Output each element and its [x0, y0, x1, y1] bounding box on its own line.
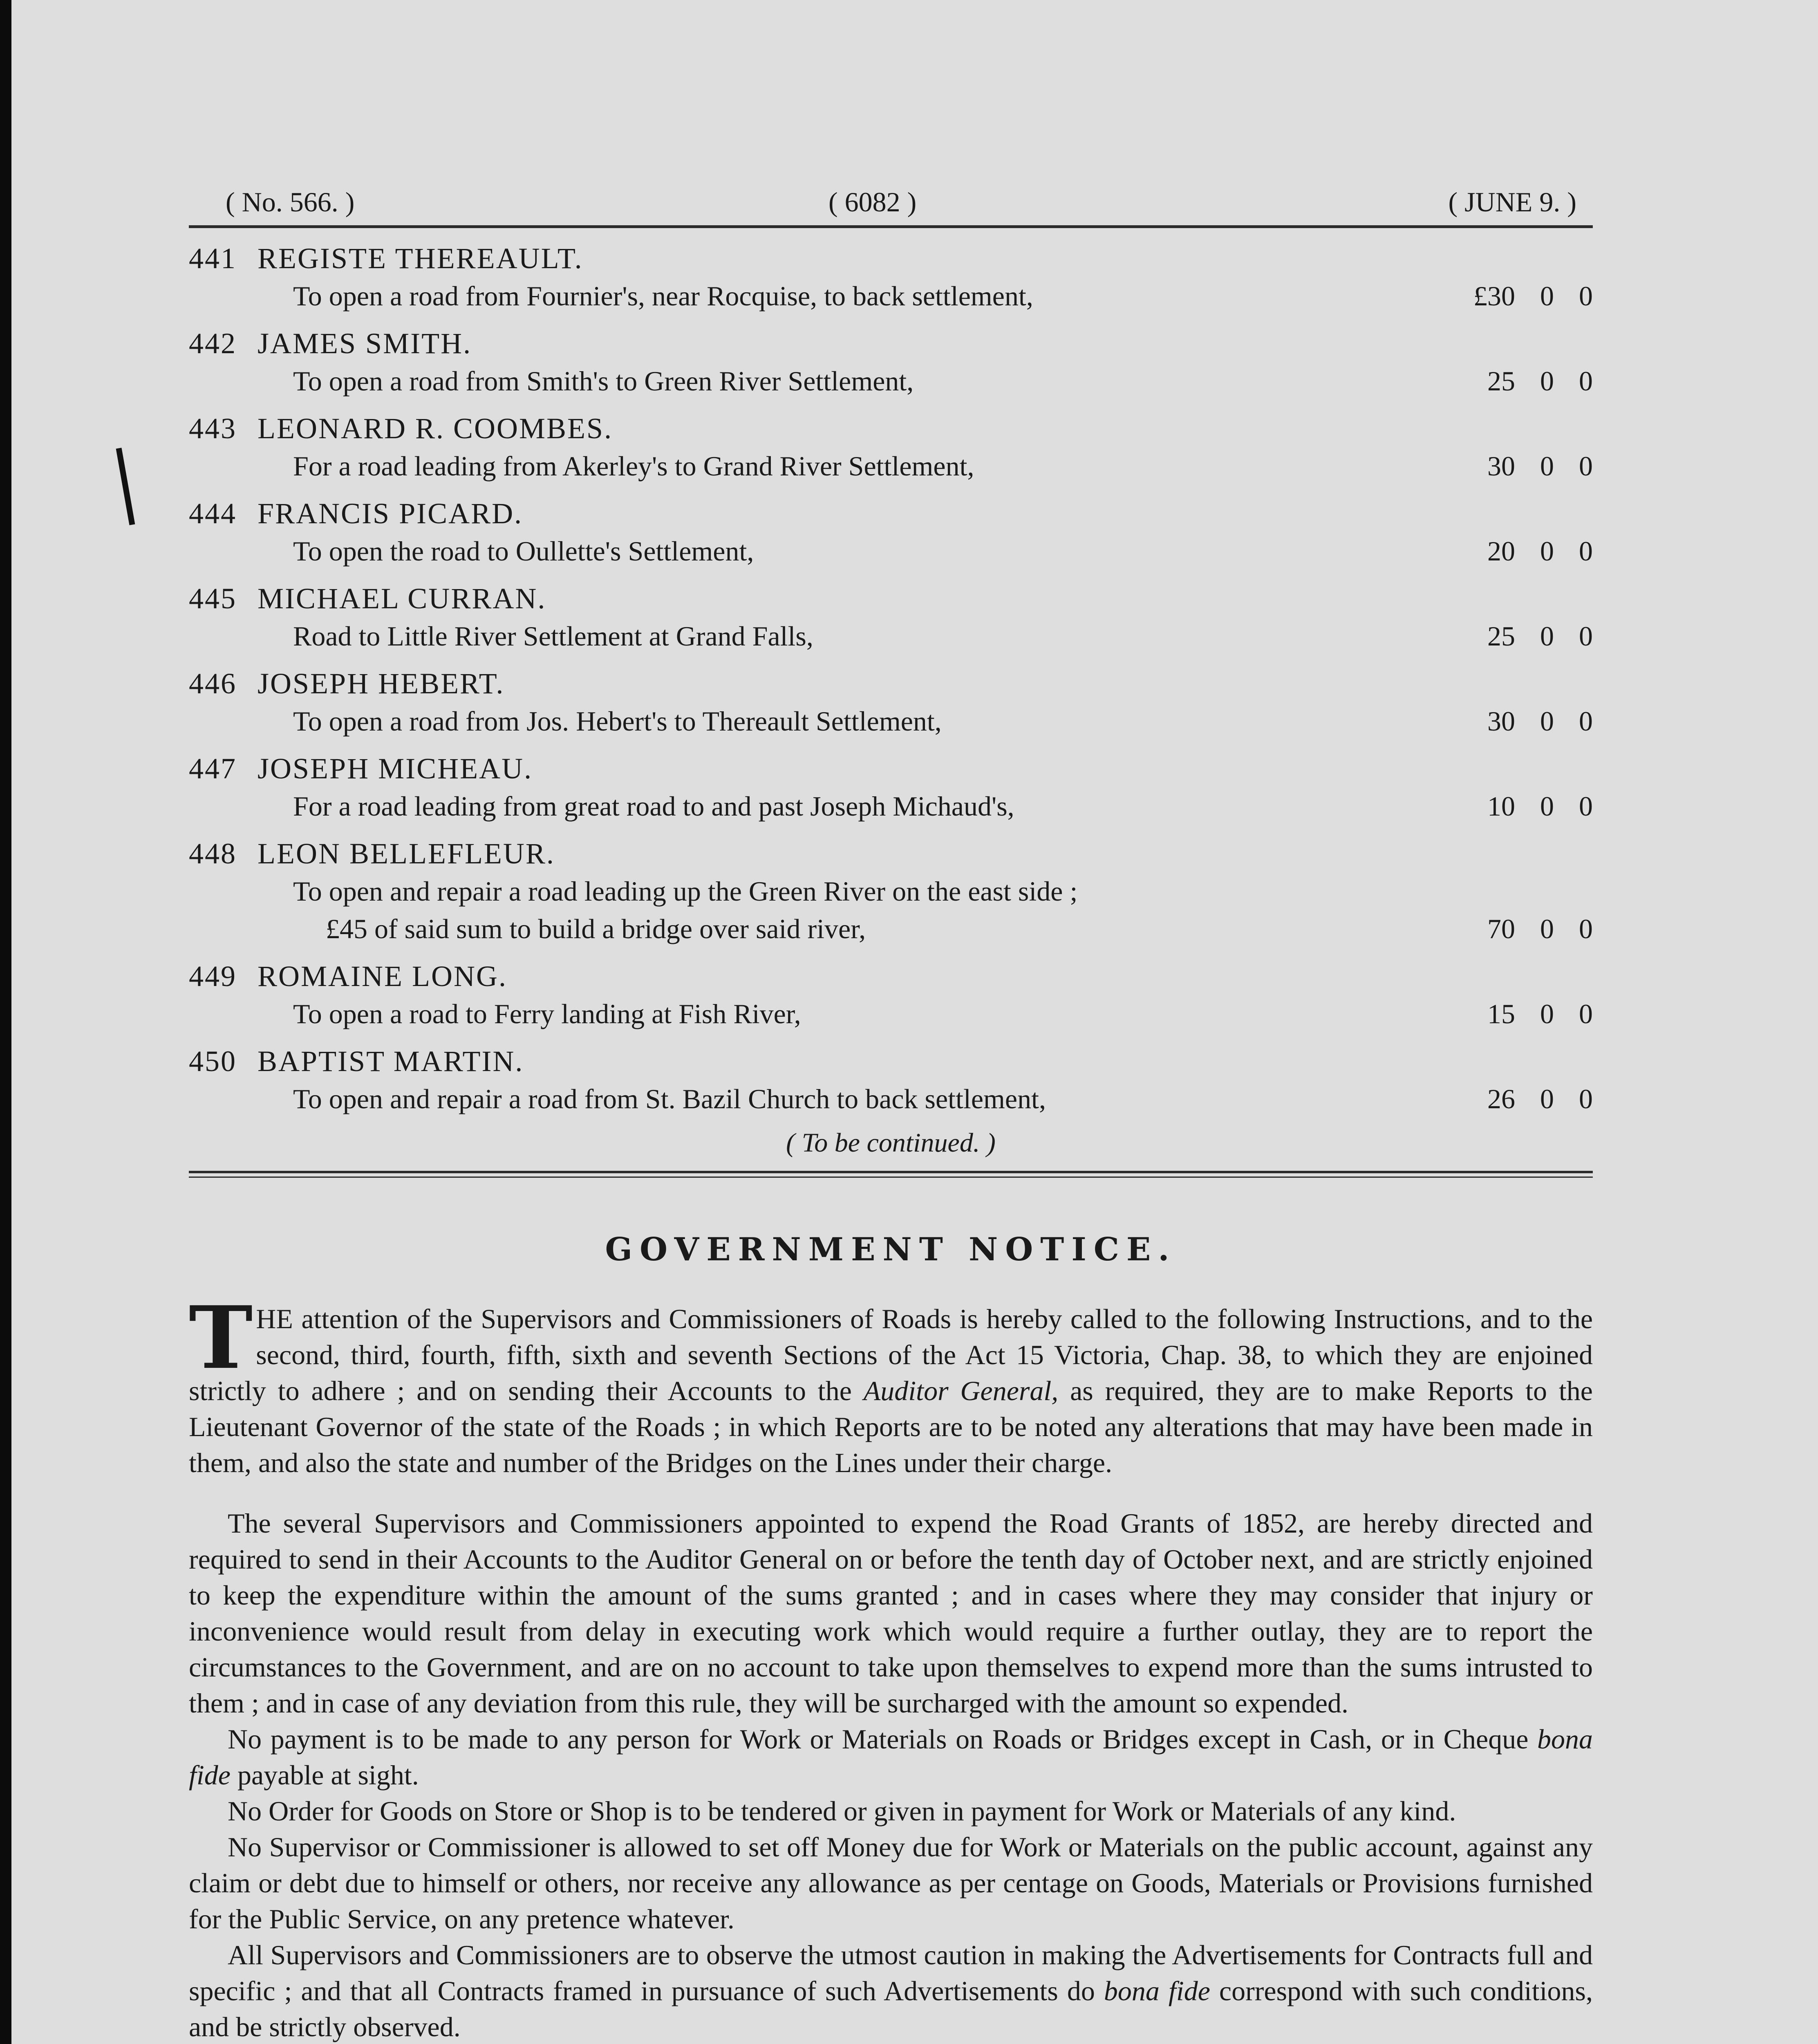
supervisor-name: 442 JAMES SMITH.	[189, 327, 472, 360]
grant-amount: 20 0 0	[1487, 536, 1593, 567]
supervisor-name: 445 MICHAEL CURRAN.	[189, 582, 546, 615]
grant-description: To open a road to Ferry landing at Fish River, 15 0 0	[189, 995, 1593, 1033]
grant-entry	[189, 957, 1593, 1033]
grant-amount: 26 0 0	[1487, 1083, 1593, 1114]
drop-cap: T	[189, 1287, 253, 1388]
supervisor-name: 448 LEON BELLEFLEUR.	[189, 837, 555, 870]
document-content	[189, 186, 1593, 2044]
grant-entry	[189, 240, 1593, 315]
notice-paragraph: No payment is to be made to any person for Work or Materials on Roads or Bridges except in Cash, or in Cheque bona fide payable at sight.	[189, 1724, 1593, 1791]
notice-title: GOVERNMENT NOTICE.	[605, 1231, 1177, 1268]
issue-number: ( No. 566. )	[226, 186, 355, 217]
grant-description: To open and repair a road leading up the Green River on the east side ;	[293, 876, 1078, 907]
grant-amount: 30 0 0	[1487, 450, 1593, 482]
grant-amount: 10 0 0	[1487, 791, 1593, 822]
notice-paragraph: The several Supervisors and Commissioners appointed to expend the Road Grants of 1852, are hereby directed and required to send in their Accounts to the Auditor General on or before the tenth day of October next, and are strictly enjoined to keep the expenditure within the amount of the sums granted ; and in cases where they may consider that injury or inconvenience would result from delay in executing work which would require a further outlay, they are to report the circumstances to the Government, and are on no account to take upon themselves to expend more than the sums intrusted to them ; and in case of any deviation from this rule, they will be surcharged with the amount so expended.	[189, 1508, 1593, 1719]
continued-note: ( To be continued. )	[786, 1128, 996, 1158]
issue-date: ( JUNE 9. )	[1448, 186, 1576, 217]
notice-paragraph: No Supervisor or Commissioner is allowed to set off Money due for Work or Materials on the public account, against any claim or debt due to himself or others, nor receive any allowance as per centage on Goods, Materials or Provisions furnished for the Public Service, on any pretence whatever.	[189, 1831, 1593, 1934]
notice-paragraph: All Supervisors and Commissioners are to observe the utmost caution in making the Advertisements for Contracts full and specific ; and that all Contracts framed in pursuance of such Advertisements do bona fide correspond with such conditions, and be strictly observed.	[189, 1939, 1593, 2042]
road-grants-list	[189, 240, 1593, 1118]
grant-description: For a road leading from Akerley's to Grand River Settlement, 30 0 0	[189, 447, 1593, 485]
grant-description: £45 of said sum to build a bridge over said river, 70 0 0	[189, 910, 1593, 948]
grant-entry	[189, 495, 1593, 570]
page-header	[189, 186, 1593, 225]
grant-amount: 70 0 0	[1487, 913, 1593, 944]
grant-entry	[189, 665, 1593, 740]
grant-description: For a road leading from great road to and past Joseph Michaud's, 10 0 0	[189, 787, 1593, 825]
grant-entry	[189, 750, 1593, 825]
grant-description: Road to Little River Settlement at Grand Falls, 25 0 0	[189, 617, 1593, 655]
page-number: ( 6082 )	[828, 186, 917, 217]
grant-entry	[189, 580, 1593, 655]
grant-description: To open the road to Oullette's Settlement, 20 0 0	[189, 532, 1593, 570]
notice-paragraph: No Order for Goods on Store or Shop is to be tendered or given in payment for Work or Materials of any kind.	[228, 1795, 1456, 1827]
supervisor-name: 441 REGISTE THEREAULT.	[189, 242, 583, 275]
grant-amount: £30 0 0	[1473, 280, 1593, 312]
grant-description: To open a road from Smith's to Green River Settlement, 25 0 0	[189, 362, 1593, 400]
notice-paragraph: THE attention of the Supervisors and Commissioners of Roads is hereby called to the following Instructions, and to the second, third, fourth, fifth, sixth and seventh Sections of the Act 15 Victoria, Chap. 38, to which they are enjoined strictly to adhere ; and on sending their Accounts to the Auditor General, as required, they are to make Reports to the Lieutenant Governor of the state of the Roads ; in which Reports are to be noted any alterations that may have been made in them, and also the state and number of the Bridges on the Lines under their charge.	[189, 1287, 1593, 1478]
grant-description: To open a road from Jos. Hebert's to Thereault Settlement, 30 0 0	[189, 702, 1593, 740]
supervisor-name: 446 JOSEPH HEBERT.	[189, 667, 505, 700]
section-rule	[189, 1177, 1593, 1178]
grant-amount: 25 0 0	[1487, 365, 1593, 397]
supervisor-name: 449 ROMAINE LONG.	[189, 960, 507, 993]
header-rule	[189, 225, 1593, 228]
grant-entry	[189, 1042, 1593, 1118]
grant-amount: 30 0 0	[1487, 706, 1593, 737]
supervisor-name: 450 BAPTIST MARTIN.	[189, 1045, 524, 1078]
grant-entry	[189, 835, 1593, 948]
grant-amount: 25 0 0	[1487, 621, 1593, 652]
supervisor-name: 443 LEONARD R. COOMBES.	[189, 412, 613, 445]
grant-amount: 15 0 0	[1487, 998, 1593, 1029]
grant-description: To open a road from Fournier's, near Rocquise, to back settlement, £30 0 0	[189, 277, 1593, 315]
supervisor-name: 447 JOSEPH MICHEAU.	[189, 752, 533, 785]
grant-entry	[189, 410, 1593, 485]
grant-entry	[189, 325, 1593, 400]
grant-description: To open and repair a road from St. Bazil Church to back settlement, 26 0 0	[189, 1080, 1593, 1118]
section-rule	[189, 1171, 1593, 1173]
supervisor-name: 444 FRANCIS PICARD.	[189, 497, 523, 530]
